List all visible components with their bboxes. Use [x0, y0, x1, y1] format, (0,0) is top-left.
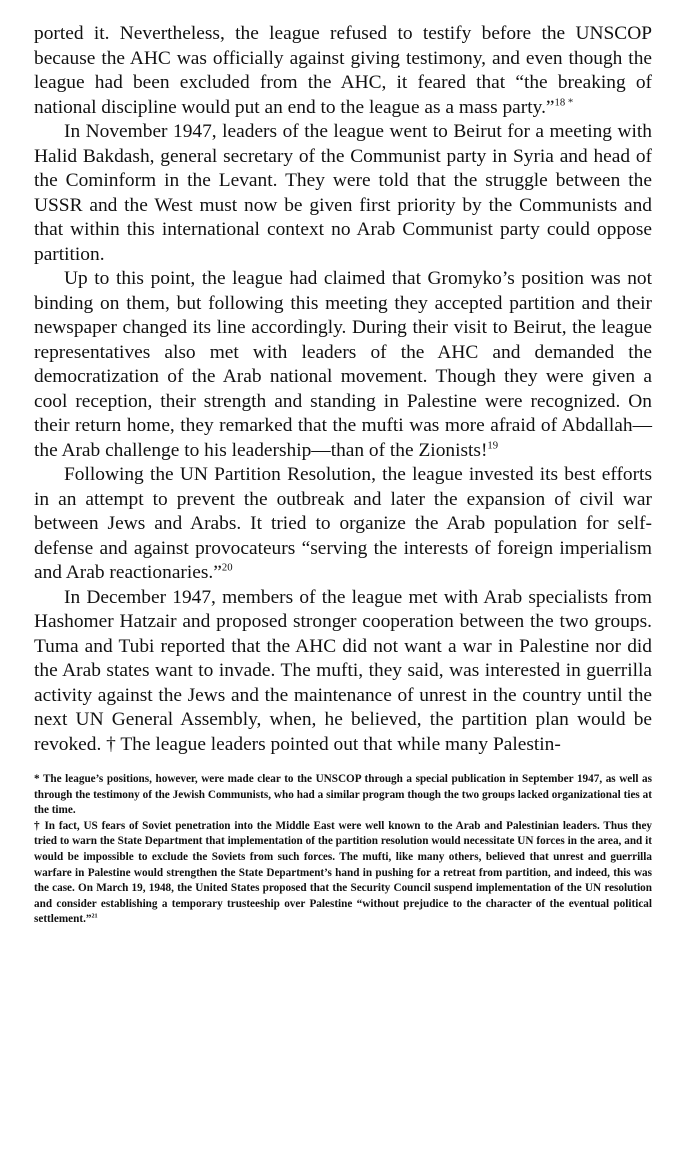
footnote: † In fact, US fears of Soviet penetration into the Middle East were well known to the Arab and Palestinian leaders. Thus they tried to warn the State Department that implementation of the partition resolution would necessitate UN forces in the area, and it would be impossible to exclude the Soviets from such forces. The mufti, like many others, believed that unrest and guerrilla warfare in Palestine would strengthen the State Department’s hand in pushing for a retreat from partition, and indeed, this was the case. On March 19, 1948, the United States proposed that the Security Council suspend implementation of the UN resolution and consider establishing a temporary trusteeship over Palestine “without prejudice to the character of the eventual political settlement.”$^{21}$ [34, 819, 652, 926]
note-reference: 18 * [554, 96, 574, 109]
footnotes [34, 772, 652, 928]
paragraph: In December 1947, members of the league met with Arab specialists from Hashomer Hatzair and proposed stronger cooperation between the two groups. Tuma and Tubi reported that the AHC did not want a war in Palestine nor did the Arab states want to invade. The mufti, they said, was interested in guerrilla activity against the Jews and the maintenance of unrest in the country until the next UN General Assembly, when, he believed, the partition plan would be revoked. † The league leaders pointed out that while many Palestin- [34, 586, 652, 755]
body-text [34, 22, 652, 757]
paragraph: In November 1947, leaders of the league went to Beirut for a meeting with Halid Bakdash, general secretary of the Communist party in Syria and head of the Cominform in the Levant. They were told that the struggle between the USSR and the West must now be given first priority by the Communists and that within this international context no Arab Communist party could oppose partition. [34, 121, 652, 265]
footnote: * The league’s positions, however, were made clear to the UNSCOP through a special publication in September 1947, as well as through the testimony of the Jewish Communists, who had a similar program though the two groups lacked organizational ties at the time. [34, 773, 652, 817]
book-page [34, 22, 652, 928]
paragraph: Up to this point, the league had claimed that Gromyko’s position was not binding on them, but following this meeting they accepted partition and their newspaper changed its line accordingly. During their visit to Beirut, the league representatives also met with leaders of the AHC and demanded the democratization of the Arab national movement. Though they were given a cool reception, their strength and standing in Palestine were recognized. On their return home, they remarked that the mufti was more afraid of Abdallah—the Arab challenge to his leadership—than of the Zionists!$^{19}$ [34, 268, 652, 461]
note-reference: 20 [221, 561, 233, 574]
paragraph: ported it. Nevertheless, the league refused to testify before the UNSCOP because the AHC was officially against giving testimony, and even though the league had been excluded from the AHC, it feared that “the breaking of national discipline would put an end to the league as a mass party.”$^{18 *}$ [34, 23, 652, 118]
note-reference: 19 [487, 439, 499, 452]
note-reference: 21 [91, 913, 98, 920]
paragraph: Following the UN Partition Resolution, the league invested its best efforts in an attempt to prevent the outbreak and later the expansion of civil war between Jews and Arabs. It tried to organize the Arab population for self-defense and against provocateurs “serving the interests of foreign imperialism and Arab reactionaries.”$^{20}$ [34, 464, 652, 583]
